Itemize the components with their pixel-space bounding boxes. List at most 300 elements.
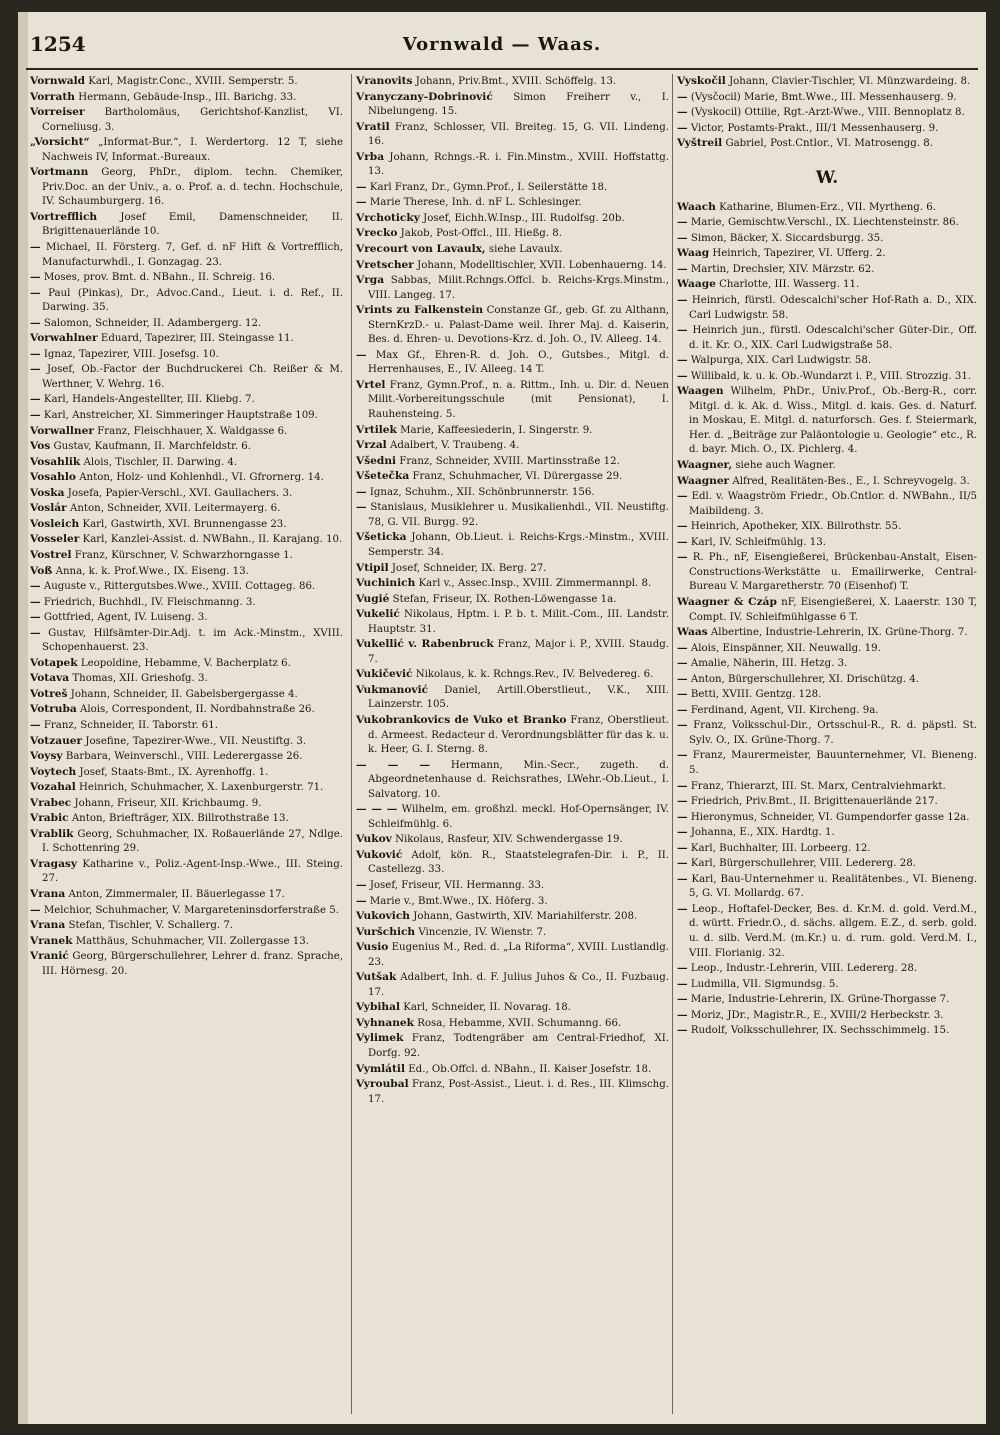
directory-entry — [677, 687, 977, 703]
entry-details: Nikolaus, Hptm. i. P. b. t. Milit.-Com., III. Landstr. Hauptstr. 31. — [368, 609, 669, 635]
directory-entry — [30, 455, 343, 471]
entry-name: — — [30, 718, 41, 731]
directory-entry — [356, 1016, 669, 1032]
entry-details: Alois, Tischler, II. Darwing. 4. — [83, 456, 238, 468]
entry-name: Vukov — [356, 833, 392, 846]
directory-entry — [677, 625, 977, 641]
entry-details: Ignaz, Schuhm., XII. Schönbrunnerstr. 156. — [369, 486, 595, 498]
entry-details: Constanze Gf., geb. Gf. zu Althann, SternKrzD.- u. Palast-Dame weil. Ihrer Maj. d. Kaiserin, Bes. d. Ehren- u. Devotions-Krz. d. Joh. O., IV. Alleeg. 14. — [368, 305, 669, 346]
directory-entry — [677, 90, 977, 106]
entry-name: — — [356, 878, 367, 891]
entry-name: Vukobrankovics de Vuko et Branko — [356, 713, 567, 726]
directory-entry — [677, 977, 977, 993]
entry-details: Edl. v. Waagström Friedr., Ob.Cntlor. d. NWBahn., II/5 Maibildeng. 3. — [689, 491, 977, 517]
entry-details: Heinrich jun., fürstl. Odescalchi'scher Güter-Dir., Off. d. it. Kr. O., XIX. Carl Ludwigstraße 58. — [689, 325, 977, 351]
entry-details: Daniel, Artill.Oberstlieut., V.K., XIII. Lainzerstr. 105. — [368, 684, 669, 711]
entry-details: Eduard, Tapezirer, III. Steingasse 11. — [100, 333, 294, 345]
directory-entry — [677, 656, 977, 672]
directory-entry — [356, 667, 669, 683]
directory-entry — [677, 992, 977, 1008]
directory-entry — [30, 796, 343, 812]
directory-entry — [30, 316, 343, 332]
directory-entry — [356, 90, 669, 120]
entry-details: Johann, Rchngs.-R. i. Fin.Minstm., XVIII. Hoffstattg. 13. — [368, 151, 669, 178]
entry-name: — — [677, 977, 688, 990]
directory-entry — [30, 595, 343, 611]
entry-name: Vosseler — [30, 533, 80, 546]
entry-name: Vortmann — [30, 166, 89, 179]
page-header — [18, 32, 986, 62]
entry-name: Voß — [30, 564, 53, 577]
directory-entry — [677, 458, 977, 474]
directory-entry — [677, 535, 977, 551]
entry-details: Friedrich, Priv.Bmt., II. Brigittenauerlände 217. — [690, 796, 938, 808]
entry-details: Josefa, Papier-Verschl., XVI. Gaullachers. 3. — [67, 487, 293, 499]
entry-details: Josef, Schneider, IX. Berg. 27. — [391, 562, 547, 574]
entry-details: Anton, Holz- und Kohlenhdl., VI. Gfrornerg. 14. — [79, 472, 324, 484]
directory-entry — [677, 215, 977, 231]
directory-entry — [356, 637, 669, 667]
entry-name: — — [30, 611, 41, 624]
directory-entry — [356, 378, 669, 423]
entry-name: Vrba — [356, 150, 385, 163]
directory-entry — [677, 794, 977, 810]
entry-details: Gottfried, Agent, IV. Luiseng. 3. — [43, 612, 208, 624]
directory-entry — [30, 105, 343, 135]
entry-name: — — [677, 294, 688, 307]
directory-entry — [677, 105, 977, 121]
entry-name: Voslár — [30, 502, 67, 515]
entry-details: Barbara, Weinverschl., VIII. Lederergasse 26. — [65, 751, 303, 763]
directory-entry — [677, 519, 977, 535]
entry-details: Wilhelm, em. großhzl. meckl. Hof-Opernsänger, IV. Schleifmühlg. 6. — [368, 804, 669, 830]
entry-name: — — [677, 231, 688, 244]
directory-entry — [356, 242, 669, 258]
entry-name: Votava — [30, 672, 70, 685]
entry-details: Anton, Bürgerschullehrer, XI. Drischützg. 4. — [690, 673, 919, 685]
entry-details: Karl, Bürgerschullehrer, VIII. Ledererg. 28. — [690, 858, 916, 870]
entry-details: Hermann, Gebäude-Insp., III. Barichg. 33. — [78, 91, 297, 103]
entry-details: Marie, Kaffeesiederin, I. Singerstr. 9. — [400, 424, 593, 436]
entry-details: Franz, Oberstlieut. d. Armeest. Redacteur d. Verordnungsblätter für das k. u. k. Heer, G. I. Sterng. 8. — [368, 714, 669, 756]
entry-details: Stefan, Tischler, V. Schallerg. 7. — [68, 920, 234, 932]
entry-name: Vrabec — [30, 796, 72, 809]
directory-entry — [677, 703, 977, 719]
directory-entry — [30, 532, 343, 548]
entry-details: Gustav, Kaufmann, II. Marchfeldstr. 6. — [53, 441, 252, 453]
directory-entry — [356, 894, 669, 910]
entry-details: Karl Franz, Dr., Gymn.Prof., I. Seilerstätte 18. — [369, 181, 608, 193]
directory-entry — [356, 211, 669, 227]
entry-details: Eugenius M., Red. d. „La Riforma“, XVIII. Lustlandlg. 23. — [368, 942, 669, 968]
entry-name: Vozahal — [30, 781, 76, 794]
entry-name: — — [30, 903, 41, 916]
entry-details: Nikolaus, Rasfeur, XIV. Schwendergasse 19. — [395, 834, 623, 846]
entry-details: Albertine, Industrie-Lehrerin, IX. Grüne-Thorg. 7. — [710, 627, 968, 639]
entry-name: Všeticka — [356, 531, 407, 544]
entry-name: Vranyczany-Dobrinović — [356, 90, 493, 103]
entry-details: Rosa, Hebamme, XVII. Schumanng. 66. — [417, 1017, 622, 1029]
directory-entry — [30, 392, 343, 408]
entry-details: Jakob, Post-Offcl., III. Hießg. 8. — [400, 228, 562, 240]
entry-name: Waagner, — [677, 459, 733, 472]
entry-name: — — [356, 196, 367, 209]
entry-details: Johanna, E., XIX. Hardtg. 1. — [690, 827, 835, 839]
directory-entry — [356, 303, 669, 348]
directory-entry — [677, 1008, 977, 1024]
entry-name: Vratil — [356, 120, 390, 133]
entry-name: Vyskočil — [677, 75, 726, 87]
entry-name: — — [677, 520, 688, 533]
entry-details: Franz, Todtengräber am Central-Friedhof, XI. Dorfg. 92. — [368, 1033, 669, 1059]
directory-entry — [30, 780, 343, 796]
entry-name: — — [677, 262, 688, 275]
directory-entry — [356, 561, 669, 577]
directory-entry — [30, 362, 343, 392]
directory-entry — [677, 277, 977, 293]
entry-details: Amalie, Näherin, III. Hetzg. 3. — [690, 658, 848, 670]
directory-entry — [30, 610, 343, 626]
entry-name: — — [30, 241, 41, 254]
entry-details: Karl, Kanzlei-Assist. d. NWBahn., II. Karajang. 10. — [82, 534, 343, 546]
entry-details: Simon, Bäcker, X. Siccardsburgg. 35. — [690, 232, 884, 244]
entry-name: Vukovich — [356, 910, 410, 923]
entry-name: Waage — [677, 278, 716, 291]
entry-name: Vylimek — [356, 1032, 404, 1045]
page-number: 1254 — [30, 32, 86, 56]
directory-entry — [677, 1023, 977, 1039]
entry-name: Vranovits — [356, 75, 413, 87]
entry-details: Paul (Pinkas), Dr., Advoc.Cand., Lieut. i. d. Ref., II. Darwing. 35. — [42, 287, 343, 314]
entry-details: Vincenzie, IV. Wienstr. 7. — [418, 926, 547, 938]
entry-name: — — [30, 363, 41, 376]
entry-details: Josef, Ob.-Factor der Buchdruckerei Ch. Reißer & M. Werthner, V. Wehrg. 16. — [42, 364, 343, 390]
entry-name: — — [356, 485, 367, 498]
directory-entry — [30, 548, 343, 564]
entry-details: Franz, Gymn.Prof., n. a. Rittm., Inh. u. Dir. d. Neuen Milit.-Vorbereitungsschule (mit Pensionat), I. Rauhensteing. 5. — [368, 379, 669, 421]
entry-details: Max Gf., Ehren-R. d. Joh. O., Gutsbes., Mitgl. d. Herrenhauses, E., IV. Alleeg. 14 T. — [368, 349, 669, 376]
entry-name: Waag — [677, 247, 710, 260]
directory-entry — [30, 918, 343, 934]
page-spine — [18, 12, 28, 1424]
entry-details: Josef, Staats-Bmt., IX. Ayrenhoffg. 1. — [79, 766, 269, 778]
entry-details: Melchior, Schuhmacher, V. Margareteninsdorferstraße 5. — [43, 904, 339, 916]
directory-entry — [677, 384, 977, 458]
entry-name: — — [677, 719, 688, 732]
column-3 — [672, 74, 977, 1414]
entry-details: Karl, IV. Schleifmühlg. 13. — [690, 536, 827, 548]
entry-name: — — [677, 216, 688, 229]
entry-details: Gabriel, Post.Cntlor., VI. Matrosengg. 8. — [725, 138, 934, 150]
directory-entry — [30, 857, 343, 887]
entry-name: Vosahlo — [30, 471, 76, 484]
entry-name: Vornwald — [30, 75, 86, 87]
entry-details: Franz, Schlosser, VII. Breiteg. 15, G. VII. Lindeng. 16. — [368, 121, 669, 148]
directory-entry — [356, 592, 669, 608]
directory-entry — [356, 469, 669, 485]
entry-name: — — [356, 180, 367, 193]
entry-name: — — [677, 962, 688, 975]
directory-entry — [356, 120, 669, 150]
directory-entry — [356, 348, 669, 378]
directory-entry — [30, 718, 343, 734]
entry-details: Franz, Schuhmacher, VI. Dürergasse 29. — [412, 471, 623, 483]
directory-entry — [30, 501, 343, 517]
entry-details: (Vyskocil) Ottilie, Rgt.-Arzt-Wwe., VIII. Bennoplatz 8. — [690, 107, 965, 119]
directory-entry — [30, 702, 343, 718]
entry-details: Adolf, kön. R., Staatstelegrafen-Dir. i. P., II. Castellezg. 33. — [368, 849, 669, 876]
entry-name: Vorwallner — [30, 424, 94, 437]
directory-entry — [356, 713, 669, 758]
directory-entry — [356, 180, 669, 196]
entry-name: Vyštreil — [677, 137, 723, 150]
entry-details: Anton, Zimmermaler, II. Bäuerlegasse 17. — [68, 888, 285, 900]
entry-details: Ed., Ob.Offcl. d. NBahn., II. Kaiser Josefstr. 18. — [408, 1063, 652, 1075]
entry-details: Adalbert, Inh. d. F. Julius Juhos & Co., II. Fuzbaug. 17. — [368, 972, 669, 998]
entry-name: Vukellić v. Rabenbruck — [356, 638, 494, 651]
entry-name: „Vorsicht“ — [30, 136, 90, 149]
entry-name: Vusio — [356, 941, 389, 954]
directory-entry — [30, 887, 343, 903]
directory-entry — [356, 758, 669, 803]
entry-details: Georg, PhDr., diplom. techn. Chemiker, Priv.Doc. an der Univ., a. o. Prof. a. d. techn. Hochschule, IV. Schaumburgerg. 16. — [42, 167, 343, 208]
directory-entry — [30, 270, 343, 286]
entry-name: Vuković — [356, 848, 403, 861]
entry-name: Vuchinich — [356, 577, 416, 590]
entry-name: Vuršchich — [356, 925, 416, 938]
entry-details: Marie v., Bmt.Wwe., IX. Höferg. 3. — [369, 895, 548, 907]
entry-name: Vorreiser — [30, 106, 85, 119]
entry-details: Salomon, Schneider, II. Adambergerg. 12. — [43, 317, 262, 329]
entry-details: Alois, Correspondent, II. Nordbahnstraße 26. — [80, 704, 315, 716]
directory-entry — [677, 718, 977, 748]
entry-name: — — [677, 1024, 688, 1037]
entry-name: Vrecko — [356, 227, 398, 240]
directory-entry — [677, 262, 977, 278]
directory-entry — [30, 687, 343, 703]
page-title: Vornwald — Waas. — [402, 34, 602, 55]
directory-entry — [30, 811, 343, 827]
entry-name: Votapek — [30, 656, 78, 669]
entry-name: Vyroubal — [356, 1078, 409, 1091]
entry-details: Karl, Anstreicher, XI. Simmeringer Hauptstraße 109. — [43, 410, 318, 422]
entry-name: — — [30, 393, 41, 406]
directory-entry — [677, 595, 977, 625]
directory-entry — [677, 74, 977, 90]
entry-name: Waach — [677, 200, 716, 213]
entry-details: Franz, Maurermeister, Bauunternehmer, VI. Bieneng. 5. — [689, 750, 977, 776]
entry-details: Josef, Friseur, VII. Hermanng. 33. — [369, 879, 545, 891]
directory-entry — [356, 74, 669, 90]
directory-entry — [677, 672, 977, 688]
directory-entry — [677, 902, 977, 961]
directory-page — [18, 12, 986, 1424]
directory-entry — [30, 626, 343, 656]
entry-details: Ferdinand, Agent, VII. Kircheng. 9a. — [690, 704, 879, 716]
entry-name: Vranek — [30, 934, 73, 947]
entry-details: Karl, Bau-Unternehmer u. Realitätenbes., VI. Bieneng. 5, G. VI. Mollardg. 67. — [689, 873, 977, 900]
entry-details: Victor, Postamts-Prakt., III/1 Messenhauserg. 9. — [690, 122, 939, 134]
entry-details: Nikolaus, k. k. Rchngs.Rev., IV. Belvedereg. 6. — [415, 669, 654, 681]
entry-name: — — [677, 749, 688, 762]
entry-details: Johann, Modelltischler, XVII. Lobenhauerng. 14. — [417, 259, 667, 271]
entry-name: Vrga — [356, 274, 385, 287]
entry-details: Matthäus, Schuhmacher, VII. Zollergasse 13. — [75, 935, 309, 947]
directory-entry — [356, 258, 669, 274]
entry-details: Johann, Gastwirth, XIV. Mariahilferstr. 208. — [413, 911, 638, 923]
entry-details: Stanislaus, Musiklehrer u. Musikalienhdl., VII. Neustiftg. 78, G. VII. Burgg. 92. — [368, 502, 669, 528]
entry-details: Ignaz, Tapezirer, VIII. Josefsg. 10. — [43, 348, 219, 360]
entry-name: Všedni — [356, 454, 397, 467]
directory-entry — [356, 500, 669, 530]
entry-details: Gustav, Hilfsämter-Dir.Adj. t. im Ack.-Minstm., XVIII. Schopenhauerst. 23. — [42, 627, 343, 654]
entry-details: Leop., Industr.-Lehrerin, VIII. Ledererg. 28. — [690, 963, 918, 975]
directory-entry — [677, 961, 977, 977]
directory-entry — [356, 1031, 669, 1061]
entry-name: — — [30, 595, 41, 608]
directory-entry — [356, 832, 669, 848]
directory-entry — [677, 550, 977, 595]
entry-name: Vos — [30, 440, 51, 453]
directory-entry — [30, 470, 343, 486]
entry-details: Johann, Priv.Bmt., XVIII. Schöffelg. 13. — [415, 76, 617, 87]
entry-name: — — [30, 286, 41, 299]
directory-entry — [677, 353, 977, 369]
directory-entry — [356, 1062, 669, 1078]
directory-entry — [356, 195, 669, 211]
directory-entry — [30, 579, 343, 595]
entry-details: Anton, Schneider, XVII. Leitermayerg. 6. — [70, 503, 281, 515]
entry-name: — — [356, 501, 367, 514]
directory-entry — [356, 1077, 669, 1107]
entry-name: Vostrel — [30, 548, 72, 561]
entry-name: Vosahlik — [30, 455, 81, 468]
entry-details: Bartholomäus, Gerichtshof-Kanzlist, VI. Corneliusg. 3. — [42, 107, 343, 133]
entry-name: Vyhnanek — [356, 1016, 414, 1029]
directory-entry — [356, 530, 669, 560]
entry-name: — — [677, 641, 688, 654]
directory-entry — [30, 331, 343, 347]
entry-details: R. Ph., nF, Eisengießerei, Brückenbau-Anstalt, Eisen-Constructions-Werkstätte u. Emailirwerke, Central-Bureau V. Margaretherstr. 70 (Eisenhof) T. — [689, 552, 977, 593]
entry-name: Vrtel — [356, 378, 386, 391]
directory-entry — [677, 489, 977, 519]
entry-name: — — [30, 316, 41, 329]
entry-name: — — [677, 551, 688, 564]
entry-name: — — [677, 872, 688, 885]
entry-details: Johann, Ob.Lieut. i. Reichs-Krgs.-Minstm., XVIII. Semperstr. 34. — [368, 532, 669, 558]
entry-details: Moriz, JDr., Magistr.R., E., XVIII/2 Herbeckstr. 3. — [690, 1009, 944, 1021]
entry-details: Alois, Einspänner, XII. Neuwallg. 19. — [690, 642, 881, 654]
directory-entry — [356, 878, 669, 894]
entry-name: — — [677, 90, 688, 103]
entry-name: Vrana — [30, 887, 66, 900]
entry-details: Johann, Schneider, II. Gabelsbergergasse 4. — [70, 688, 298, 700]
directory-entry — [30, 517, 343, 533]
entry-details: Heinrich, Apotheker, XIX. Billrothstr. 55. — [690, 521, 902, 533]
entry-details: Heinrich, Schuhmacher, X. Laxenburgerstr. 71. — [79, 782, 324, 794]
entry-name: Vrzal — [356, 439, 387, 452]
directory-entry — [30, 656, 343, 672]
entry-details: Marie, Gemischtw.Verschl., IX. Liechtensteinstr. 86. — [690, 217, 959, 229]
entry-details: Ludmilla, VII. Sigmundsg. 5. — [690, 978, 839, 990]
entry-name: — — — — [356, 758, 431, 771]
entry-name: — — [356, 348, 367, 361]
entry-details: Franz, Fleischhauer, X. Waldgasse 6. — [97, 425, 288, 437]
entry-details: Anna, k. k. Prof.Wwe., IX. Eiseng. 13. — [55, 565, 249, 577]
entry-details: Franz, Thierarzt, III. St. Marx, Centralviehmarkt. — [690, 780, 946, 792]
directory-entry — [356, 576, 669, 592]
entry-details: Adalbert, V. Traubeng. 4. — [389, 440, 520, 452]
entry-name: Vosleich — [30, 517, 80, 530]
entry-name: — — [677, 672, 688, 685]
entry-name: Vrchoticky — [356, 211, 420, 224]
entry-name: — — [677, 857, 688, 870]
section-heading: W. — [815, 167, 839, 188]
entry-name: — — — — [356, 803, 398, 816]
directory-entry — [677, 121, 977, 137]
directory-entry — [356, 226, 669, 242]
entry-details: Simon Freiherr v., I. Nibelungeng. 15. — [368, 91, 669, 118]
entry-name: Vutšak — [356, 971, 397, 984]
entry-details: Franz, Major i. P., XVIII. Staudg. 7. — [368, 639, 669, 665]
directory-entry — [30, 734, 343, 750]
entry-details: Charlotte, III. Wasserg. 11. — [719, 279, 860, 291]
directory-entry — [356, 940, 669, 970]
entry-name: — — [30, 580, 41, 593]
entry-name: — — [677, 535, 688, 548]
entry-name: Vukičević — [356, 668, 413, 681]
entry-name: Waagen — [677, 385, 724, 398]
directory-entry — [30, 424, 343, 440]
entry-details: Thomas, XII. Grieshofg. 3. — [72, 673, 208, 685]
entry-details: Anton, Briefträger, XIX. Billrothstraße 13. — [71, 813, 289, 825]
entry-details: Karl, Buchhalter, III. Lorbeerg. 12. — [690, 842, 871, 854]
entry-details: Franz, Volksschul-Dir., Ortsschul-R., R. d. päpstl. St. Sylv. O., IX. Grüne-Thorg. 7. — [689, 720, 977, 746]
entry-details: Johann, Friseur, XII. Krichbaumg. 9. — [74, 797, 262, 809]
directory-entry — [356, 485, 669, 501]
directory-entry — [30, 749, 343, 765]
entry-details: Leopoldine, Hebamme, V. Bacherplatz 6. — [80, 657, 291, 669]
directory-entry — [677, 779, 977, 795]
entry-name: Voska — [30, 486, 65, 499]
entry-details: Franz, Post-Assist., Lieut. i. d. Res., III. Klimschg. 17. — [368, 1079, 669, 1105]
entry-name: Vugié — [356, 592, 390, 605]
directory-entry — [30, 90, 343, 106]
entry-details: Marie Therese, Inh. d. nF L. Schlesinger. — [369, 197, 582, 209]
entry-name: Vrabic — [30, 812, 69, 825]
entry-name: — — [677, 324, 688, 337]
entry-name: Vybihal — [356, 1001, 400, 1014]
entry-details: Betti, XVIII. Gentzg. 128. — [690, 689, 822, 701]
entry-details: Franz, Kürschner, V. Schwarzhorngasse 1. — [74, 549, 293, 561]
entry-name: — — [677, 657, 688, 670]
directory-entry — [30, 286, 343, 316]
entry-name: Vorrath — [30, 90, 75, 103]
entry-details: Marie, Industrie-Lehrerin, IX. Grüne-Thorgasse 7. — [690, 994, 950, 1006]
directory-entry — [356, 683, 669, 713]
directory-entry — [356, 970, 669, 1000]
entry-name: Vymlátil — [356, 1062, 405, 1075]
directory-entry — [677, 246, 977, 262]
column-1 — [30, 74, 343, 1414]
entry-name: Vorwahlner — [30, 332, 98, 345]
entry-name: — — [677, 106, 688, 119]
entry-details: Heinrich, Tapezirer, VI. Ufferg. 2. — [712, 248, 886, 260]
entry-details: Karl, Gastwirth, XVI. Brunnengasse 23. — [82, 518, 287, 530]
entry-details: Georg, Schuhmacher, IX. Roßauerlände 27, Ndlge. I. Schottenring 29. — [42, 828, 343, 855]
directory-entry — [677, 872, 977, 902]
directory-entry — [677, 200, 977, 216]
